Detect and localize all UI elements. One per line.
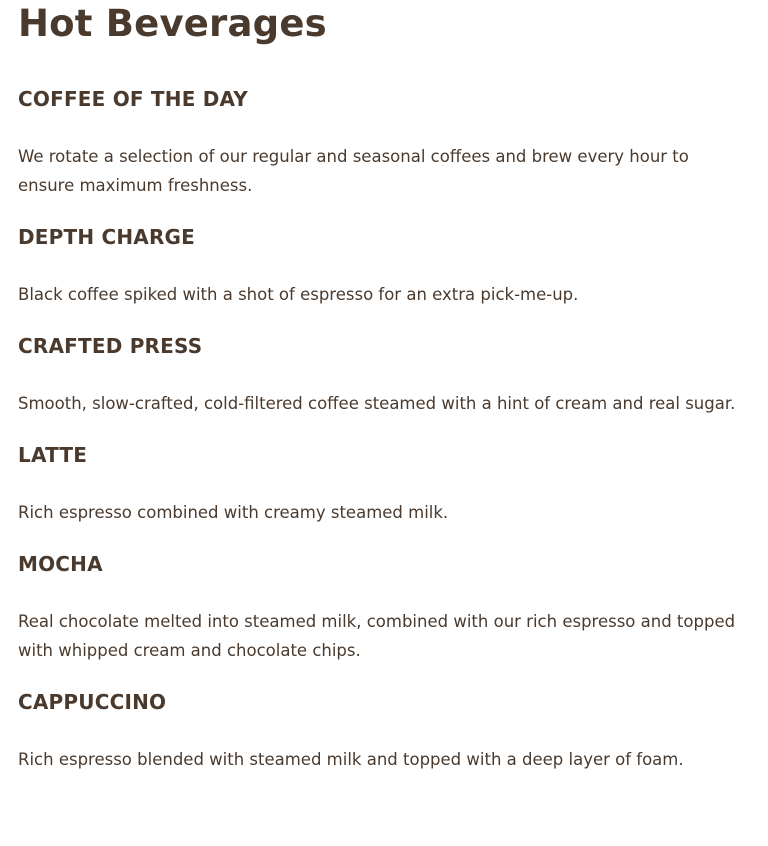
menu-item-crafted-press [18,333,750,418]
item-name: MOCHA [18,552,103,576]
page-title: Hot Beverages [18,2,327,45]
item-name: COFFEE OF THE DAY [18,87,248,111]
item-description: Black coffee spiked with a shot of espresso for an extra pick-me-up. [18,285,579,304]
item-description: Real chocolate melted into steamed milk, combined with our rich espresso and topped with whipped cream and chocolate chips. [18,612,736,660]
item-description: Rich espresso combined with creamy steamed milk. [18,503,449,522]
menu-item-latte [18,442,750,527]
menu-item-cappuccino [18,689,750,774]
item-name: CRAFTED PRESS [18,334,203,358]
item-name: LATTE [18,443,88,467]
menu-item-mocha [18,551,750,665]
item-name: CAPPUCCINO [18,690,167,714]
menu-item-depth-charge [18,224,750,309]
menu-list [18,86,750,774]
menu-item-coffee-of-the-day [18,86,750,200]
item-description: Smooth, slow-crafted, cold-filtered coffee steamed with a hint of cream and real sugar. [18,394,736,413]
item-name: DEPTH CHARGE [18,225,196,249]
item-description: Rich espresso blended with steamed milk and topped with a deep layer of foam. [18,750,684,769]
item-description: We rotate a selection of our regular and seasonal coffees and brew every hour to ensure maximum freshness. [18,147,689,195]
